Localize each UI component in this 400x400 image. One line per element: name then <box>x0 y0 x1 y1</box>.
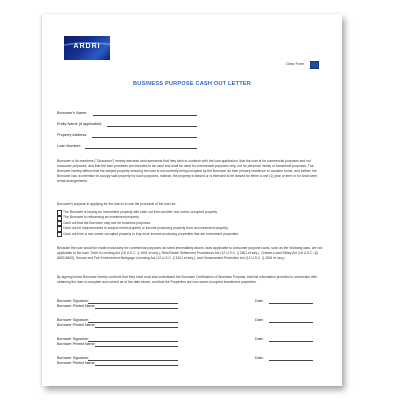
company-logo <box>64 36 110 60</box>
consumer-laws-paragraph: Because the loan would be made exclusively for commercial purposes as noted immediately above, laws applicable to consumer purpose loans, such as the following laws, are not applicable to the loan: Truth in Lending Act (15 U.S.C. § 1601 et seq.), Real Estate Settlement Procedures Act (12 U.S.C. § 2601 et seq.), Gramm-Leach Bliley Act (15 U.S.C. §§ 6802-6809), Secure and Fair Enforcement Mortgage Licensing Act (12 U.S.C. § 5101 et seq.), and Homeowners Protection Act (12 U.S.C. § 4901 et seq.). <box>57 246 323 260</box>
signature-label: Borrower Signature: <box>57 318 89 322</box>
checkbox-label: The Borrower is refinancing an investment property. <box>63 215 140 220</box>
property-address-label: Property Address: <box>57 133 88 137</box>
signature-input[interactable] <box>88 360 178 361</box>
document-title: BUSINESS PURPOSE CASH OUT LETTER <box>133 81 251 87</box>
printed-name-label: Borrower Printed Name: <box>57 361 96 365</box>
printed-name-input[interactable] <box>95 346 178 347</box>
signature-block <box>57 356 325 367</box>
property-address-input[interactable] <box>92 137 197 138</box>
printed-name-input[interactable] <box>95 308 178 309</box>
intro-paragraph: Borrower or its members ("Guarantor") hereby warrants and represents that they wish to continue with the loan application, that the loan is for commercial purposes and not consumer purposes, and that the loan proceeds are intended to be used and shall be used for commercial purposes only, not for personal, family or household purposes. The Borrower hereby affirms that the subject property securing the loan is not currently being occupied by the Borrower as their primary residence or vacation home, and further, the Borrower has no intention to occupy said property for such purposes. Instead, the property is leased or is intended to be leased for either a one (1) year or term or for short-term rental arrangements. <box>57 159 318 183</box>
purpose-option[interactable] <box>57 232 325 237</box>
printed-name-label: Borrower Printed Name: <box>57 304 96 308</box>
checkbox[interactable] <box>57 232 62 237</box>
date-label: Date: <box>255 299 264 303</box>
checkbox-label: The Borrower is buying an investment property with cash out from another non-owner-occupied property. <box>63 210 218 214</box>
borrower-name-label: Borrower's Name: <box>57 111 88 115</box>
signing-paragraph: By signing below Borrower hereby confirms that they have read and understand the Borrower Certification of Business Purpose, that the information provided in connection with obtaining the loan is complete and correct as of the date above, and that the Properties are non-owner-occupied investment properties. <box>57 275 318 284</box>
signature-input[interactable] <box>88 341 178 342</box>
purpose-checkbox-list <box>57 210 325 237</box>
date-label: Date: <box>255 318 264 322</box>
signature-label: Borrower Signature: <box>57 299 89 303</box>
checkbox-label: Cash out for improvements to subject rental property or income producing property from an investment property. <box>63 226 229 231</box>
borrower-name-input[interactable] <box>93 115 197 116</box>
date-input[interactable] <box>269 303 313 304</box>
logo-text: ARDRI <box>73 43 101 50</box>
signature-label: Borrower Signature: <box>57 337 89 341</box>
clear-form-label: Clear Form <box>286 62 304 66</box>
signature-label: Borrower Signature: <box>57 356 89 360</box>
date-input[interactable] <box>269 341 313 342</box>
printed-name-label: Borrower Printed Name: <box>57 323 96 327</box>
date-label: Date: <box>255 337 264 341</box>
signature-input[interactable] <box>88 322 178 323</box>
signature-block <box>57 318 325 329</box>
printed-name-label: Borrower Printed Name: <box>57 342 96 346</box>
entity-name-label: Entity Name (if applicable): <box>57 122 103 126</box>
date-input[interactable] <box>269 322 313 323</box>
printed-name-input[interactable] <box>95 327 178 328</box>
loan-number-label: Loan Number: <box>57 144 82 148</box>
clear-form-button[interactable] <box>310 61 319 69</box>
signature-input[interactable] <box>88 303 178 304</box>
date-input[interactable] <box>269 360 313 361</box>
loan-number-input[interactable] <box>85 148 197 149</box>
checkbox-label: Cash out from a non-owner-occupied property to buy more income producing properties that are investment properties. <box>63 231 240 236</box>
checkbox-label: Cash out that the Borrower may use for business purposes. <box>63 220 152 225</box>
signature-block <box>57 299 325 310</box>
signature-block <box>57 337 325 348</box>
purpose-prompt: Borrower's purpose in applying for the loan is to use the proceeds of the loan for: <box>57 202 177 206</box>
printed-name-input[interactable] <box>95 365 178 366</box>
document-page <box>42 14 342 386</box>
entity-name-input[interactable] <box>107 126 197 127</box>
date-label: Date: <box>255 356 264 360</box>
